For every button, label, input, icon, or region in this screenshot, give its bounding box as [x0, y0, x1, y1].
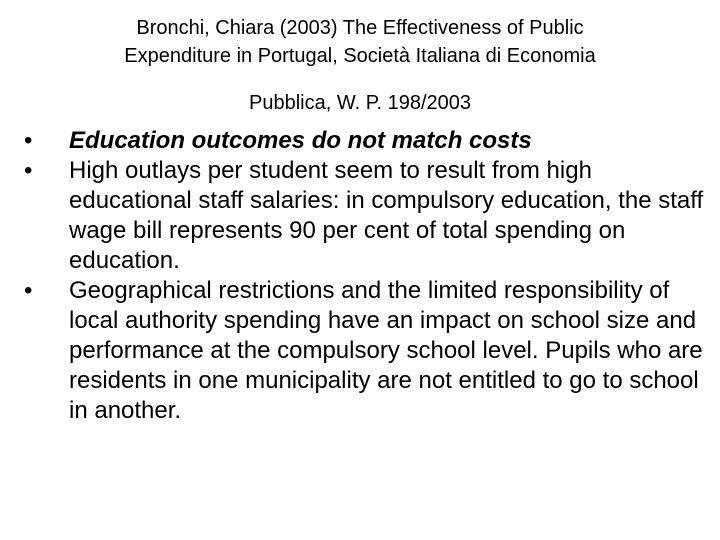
bullet-list: [24, 126, 714, 426]
title-line-2: Expenditure in Portugal, Società Italiana di Economia: [124, 45, 596, 67]
bullet-text: High outlays per student seem to result from high educational staff salaries: in compulsory education, the staff wage bill represents 90 per cent of total spending on education.: [69, 157, 704, 274]
bullet-text: Education outcomes do not match costs: [69, 127, 532, 154]
bullet-text: Geographical restrictions and the limited responsibility of local authority spending have an impact on school size and performance at the compulsory school level. Pupils who are residents in one municipality are not entitled to go to school in another.: [69, 277, 703, 424]
bullet-item-geographical-restrictions: [24, 276, 714, 426]
bullet-dot-icon: •: [24, 127, 33, 154]
bullet-item-staff-salaries: [24, 156, 714, 276]
title-line-3: Pubblica, W. P. 198/2003: [248, 92, 471, 114]
title-line-1: Bronchi, Chiara (2003) The Effectiveness of Public: [136, 17, 584, 39]
bullet-dot-icon: •: [24, 277, 33, 304]
slide-title: [40, 14, 680, 117]
bullet-item-education-outcomes: [24, 126, 714, 156]
title-spacer: [40, 70, 680, 89]
bullet-dot-icon: •: [24, 157, 33, 184]
